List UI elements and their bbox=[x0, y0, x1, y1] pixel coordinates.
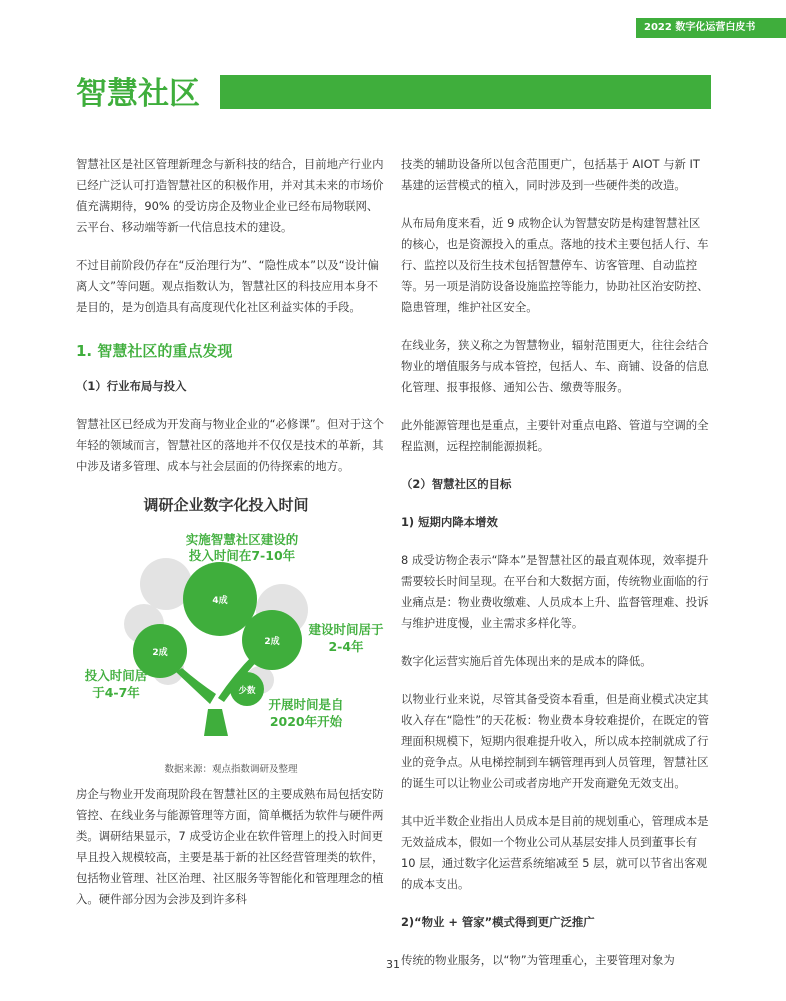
bubble-value-label: 2成 bbox=[264, 637, 280, 647]
subsection-heading: （2）智慧社区的目标 bbox=[401, 477, 512, 491]
paragraph: 不过目前阶段仍存在“反治理行为”、“隐性成本”以及“设计偏离人文”等问题。观点指数认为，智慧社区的科技应用本身不是目的，是为创造具有高度现代化社区利益实体的手段。 bbox=[76, 258, 379, 314]
page-number: 31 bbox=[386, 958, 400, 971]
chart-svg bbox=[76, 494, 386, 784]
paragraph: 8 成受访物企表示“降本”是智慧社区的最直观体现，效率提升需要较长时间呈现。在平台和大数据方面，传统物业面临的行业痛点是：物业费收缴难、人员成本上升、监督管理难、投诉与维护进度慢，业主需求多样化等。 bbox=[401, 553, 709, 630]
subsection-heading: 1) 短期内降本增效 bbox=[401, 515, 498, 529]
bubble-callout-label: 实施智慧社区建设的 bbox=[185, 532, 299, 547]
tree-trunk bbox=[204, 709, 228, 736]
bubble-callout-label: 于4-7年 bbox=[92, 685, 140, 700]
bubble-callout-label: 开展时间是自 bbox=[268, 697, 344, 712]
paragraph: 智慧社区已经成为开发商与物业企业的“必修课”。但对于这个年轻的领域而言，智慧社区的落地并不仅仅是技术的革新，其中涉及诸多管理、成本与社会层面的仍待探索的地方。 bbox=[76, 417, 384, 473]
bubble-callout-label: 投入时间居 bbox=[84, 668, 148, 683]
paragraph: 在线业务，狭义称之为智慧物业，辐射范围更大，往往会结合物业的增值服务与成本管控，包括人、车、商铺、设备的信息化管理、报事报修、通知公告、缴费等服务。 bbox=[401, 338, 709, 394]
paragraph: 房企与物业开发商現阶段在智慧社区的主要成熟布局包括安防管控、在线业务与能源管理等方面，简单概括为软件与硬件两类。调研结果显示，7 成受访企业在软件管理上的投入时间更早且投入规模较高，主要是基于新的社区经营管理类的软件，包括物业管理、社区治理、社区服务等智能化和管理理念的植入。硬件部分因为会涉及到许多科 bbox=[76, 787, 384, 906]
subsection-heading: （1）行业布局与投入 bbox=[76, 379, 187, 393]
page-title: 智慧社区 bbox=[76, 76, 200, 112]
bubble-callout-label: 2-4年 bbox=[328, 639, 364, 654]
subsection-heading: 2)“物业 + 管家”模式得到更广泛推广 bbox=[401, 915, 595, 929]
paragraph: 以物业行业来说，尽管其备受资本看重，但是商业模式决定其收入存在“隐性”的天花板：物业费本身较难提价，在既定的管理面积规模下，短期内很难提升收入，所以成本控制就成了行业的竞争点。从电梯控制到车辆管理再到人员管理，智慧社区的诞生可以让物业公司或者房地产开发商避免无效支出。 bbox=[401, 692, 709, 790]
bubble-callout-label: 投入时间在7-10年 bbox=[188, 548, 296, 563]
chart-source: 数据来源：观点指数调研及整理 bbox=[164, 764, 298, 775]
right-column bbox=[401, 154, 711, 988]
title-bar-decoration bbox=[220, 75, 711, 109]
bubble-tree-chart bbox=[76, 494, 386, 784]
header-tag: 2022 数字化运营白皮书 bbox=[636, 18, 786, 38]
bubble-value-label: 4成 bbox=[212, 596, 228, 606]
tree-branch bbox=[176, 668, 216, 704]
bubble-callout-label: 建设时间居于 bbox=[308, 622, 384, 637]
paragraph: 智慧社区是社区管理新理念与新科技的结合，目前地产行业内已经广泛认可打造智慧社区的积极作用，并对其未来的市场价值充满期待，90% 的受访房企及物业企业已经布局物联网、云平台、移动端等新一代信息技术的建设。 bbox=[76, 157, 384, 234]
chart-title: 调研企业数字化投入时间 bbox=[143, 496, 309, 514]
bubble-callout-label: 2020年开始 bbox=[269, 714, 343, 729]
paragraph: 从布局角度来看，近 9 成物企认为智慧安防是构建智慧社区的核心，也是资源投入的重点。落地的技术主要包括人行、车行、监控以及衍生技术包括智慧停车、访客管理、自动监控等。另一项是消防设备设施监控等能力，协助社区治安防控、隐患管理，维护社区安全。 bbox=[401, 216, 709, 314]
paragraph: 其中近半数企业指出人员成本是目前的规划重心，管理成本是无效益成本，假如一个物业公司从基层安排人员到董事长有 10 层，通过数字化运营系统缩减至 5 层，就可以节省出客观的成本支出。 bbox=[401, 814, 709, 891]
left-column bbox=[76, 154, 386, 927]
paragraph: 传统的物业服务，以“物”为管理重心，主要管理对象为 bbox=[401, 953, 675, 967]
bubble-value-label: 少数 bbox=[238, 686, 256, 696]
bubble-value-label: 2成 bbox=[152, 648, 168, 658]
paragraph: 数字化运营实施后首先体现出来的是成本的降低。 bbox=[401, 654, 652, 668]
section-heading: 1. 智慧社区的重点发现 bbox=[76, 342, 233, 360]
paragraph: 技类的辅助设备所以包含范围更广，包括基于 AIOT 与新 IT 基建的运营模式的植入，同时涉及到一些硬件类的改造。 bbox=[401, 157, 700, 192]
paragraph: 此外能源管理也是重点，主要针对重点电路、管道与空调的全程监测，远程控制能源损耗。 bbox=[401, 418, 709, 453]
